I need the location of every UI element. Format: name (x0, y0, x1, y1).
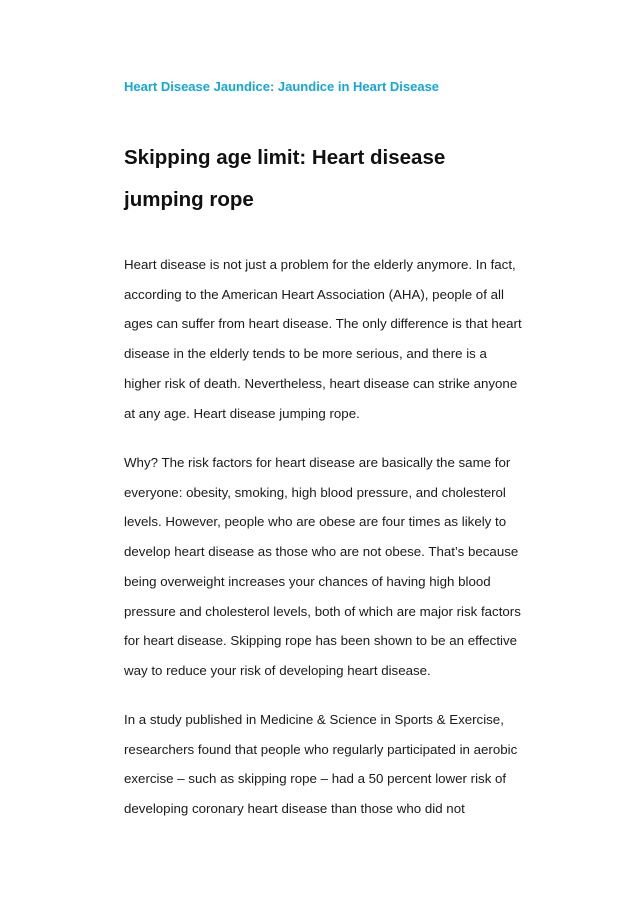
paragraph-2 (124, 448, 521, 686)
text-line: according to the American Heart Association (AHA), people of all (124, 286, 504, 302)
paragraph-3 (124, 705, 517, 824)
text-line: disease in the elderly tends to be more serious, and there is a (124, 346, 487, 362)
text-line: exercise – such as skipping rope – had a 50 percent lower risk of (124, 771, 507, 787)
text-line: researchers found that people who regularly participated in aerobic (124, 741, 518, 757)
text-line: for heart disease. Skipping rope has been shown to be an effective (124, 633, 518, 649)
article-title (124, 137, 445, 221)
title-line: Skipping age limit: Heart disease (124, 146, 446, 169)
text-line: levels. However, people who are obese are four times as likely to (124, 514, 507, 530)
text-line: higher risk of death. Nevertheless, heart disease can strike anyone (124, 375, 518, 391)
text-line: pressure and cholesterol levels, both of which are major risk factors (124, 603, 521, 619)
text-line: ages can suffer from heart disease. The only difference is that heart (124, 316, 522, 332)
paragraph-1 (124, 250, 522, 428)
text-line: Heart disease is not just a problem for the elderly anymore. In fact, (124, 257, 516, 272)
text-line: at any age. Heart disease jumping rope. (124, 405, 360, 421)
text-line: In a study published in Medicine & Science in Sports & Exercise, (124, 712, 504, 727)
text-line: being overweight increases your chances of having high blood (124, 573, 491, 589)
text-line: Why? The risk factors for heart disease are basically the same for (124, 455, 511, 470)
text-line: way to reduce your risk of developing heart disease. (124, 662, 431, 678)
text-line: everyone: obesity, smoking, high blood pressure, and cholesterol (124, 484, 506, 500)
header-link[interactable]: Heart Disease Jaundice: Jaundice in Heart Disease (124, 79, 440, 94)
title-line: jumping rope (124, 188, 254, 211)
text-line: develop heart disease as those who are not obese. That’s because (124, 544, 519, 560)
text-line: developing coronary heart disease than those who did not (124, 801, 465, 817)
